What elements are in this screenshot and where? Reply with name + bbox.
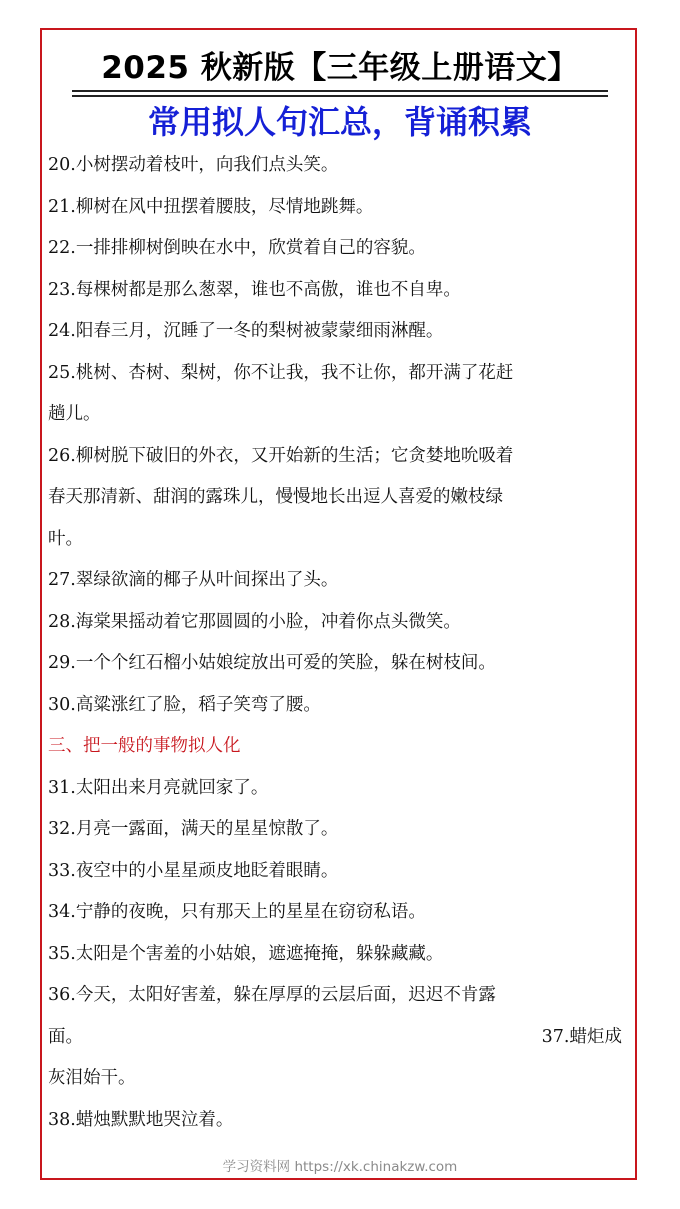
- sentence-line: 21.柳树在风中扭摆着腰肢，尽情地跳舞。: [48, 196, 374, 217]
- sentence-line: 24.阳春三月，沉睡了一冬的梨树被蒙蒙细雨淋醒。: [48, 321, 444, 341]
- sentence-line: 春天那清新、甜润的露珠儿，慢慢地长出逗人喜爱的嫩枝绿: [48, 487, 503, 507]
- sentence-line: 36.今天，太阳好害羞，躲在厚厚的云层后面，迟迟不肯露: [48, 985, 496, 1005]
- sentence-line: 27.翠绿欲滴的椰子从叶间探出了头。: [48, 570, 339, 590]
- sentence-line: 30.高粱涨红了脸，稻子笑弯了腰。: [48, 694, 321, 715]
- sentence-line: 32.月亮一露面，满天的星星惊散了。: [48, 819, 339, 839]
- sentence-line: 20.小树摆动着枝叶，向我们点头笑。: [48, 155, 339, 175]
- sentence-line: 35.太阳是个害羞的小姑娘，遮遮掩掩，躲躲藏藏。: [48, 943, 444, 964]
- page-subtitle: 常用拟人句汇总，背诵积累: [147, 103, 532, 141]
- sentence-line: 28.海棠果摇动着它那圆圆的小脸，冲着你点头微笑。: [48, 611, 461, 632]
- sentence-line: 25.桃树、杏树、梨树，你不让我，我不让你，都开满了花赶: [48, 362, 514, 383]
- footer-watermark: 学习资料网 https://xk.chinakzw.com: [222, 1159, 458, 1175]
- sentence-fragment-right: 37.蜡炬成: [541, 1026, 622, 1047]
- title-underline: [72, 90, 608, 92]
- sentence-line: 31.太阳出来月亮就回家了。: [48, 777, 269, 798]
- sentence-line: 38.蜡烛默默地哭泣着。: [48, 1109, 234, 1130]
- sentence-line: 趟儿。: [48, 404, 101, 424]
- sentence-line: 22.一排排柳树倒映在水中，欣赏着自己的容貌。: [48, 238, 426, 258]
- page-title: 2025 秋新版【三年级上册语文】: [101, 50, 579, 86]
- sentence-line-split: [48, 1017, 622, 1059]
- sentence-list: [48, 145, 622, 1141]
- sentence-line: 叶。: [48, 528, 83, 549]
- title-underline-double: [72, 95, 608, 97]
- sentence-line: 33.夜空中的小星星顽皮地眨着眼睛。: [48, 860, 339, 881]
- sentence-line: 34.宁静的夜晚，只有那天上的星星在窃窃私语。: [48, 902, 426, 922]
- sentence-line: 灰泪始干。: [48, 1068, 136, 1088]
- section-heading: 三、把一般的事物拟人化: [48, 736, 241, 756]
- sentence-line: 29.一个个红石榴小姑娘绽放出可爱的笑脸，躲在树枝间。: [48, 653, 496, 673]
- sentence-line: 26.柳树脱下破旧的外衣，又开始新的生活；它贪婪地吮吸着: [48, 445, 514, 466]
- sentence-fragment-left: 面。: [48, 1026, 83, 1047]
- sentence-line: 23.每棵树都是那么葱翠，谁也不高傲，谁也不自卑。: [48, 279, 461, 300]
